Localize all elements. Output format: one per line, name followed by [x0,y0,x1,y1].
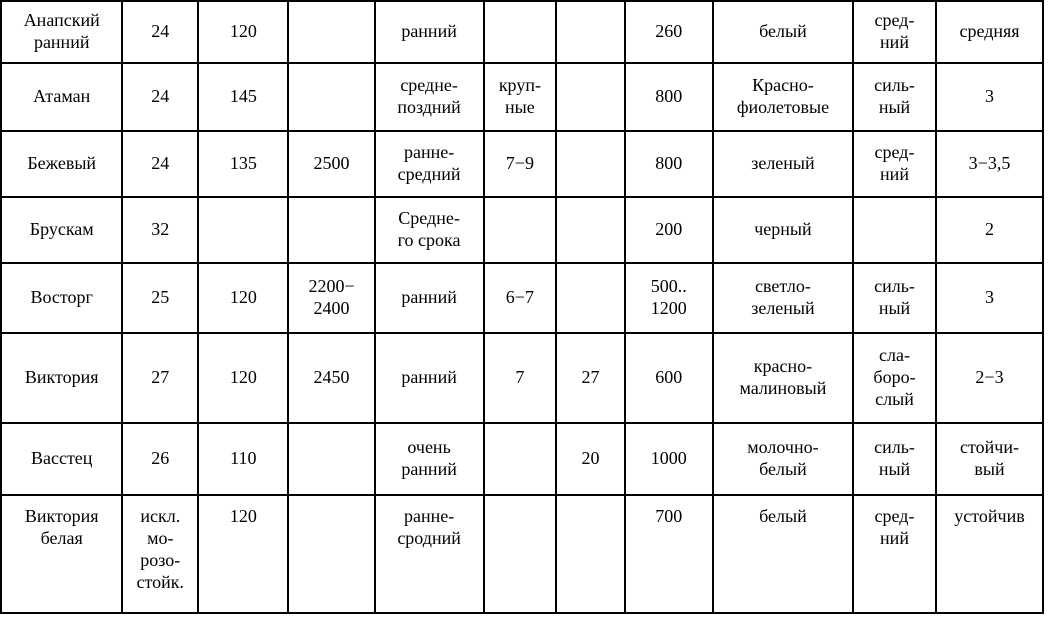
cell-col2: 24 [122,131,198,197]
cell-col7 [556,197,624,263]
table-row [1,333,1043,423]
cell-name: Васстец [1,423,122,495]
cell-name: Виктория белая [1,495,122,613]
cell-col2: 27 [122,333,198,423]
table-row [1,263,1043,333]
cell-col4: 2450 [288,333,374,423]
cell-col6 [484,423,557,495]
cell-col9: белый [713,1,853,63]
cell-col8: 260 [625,1,713,63]
cell-col7 [556,495,624,613]
cell-col2: 24 [122,63,198,131]
cell-col4: 2500 [288,131,374,197]
cell-col7: 20 [556,423,624,495]
cell-col10: сред- ний [853,1,936,63]
cell-col3: 110 [198,423,288,495]
cell-col11: 3 [936,263,1043,333]
cell-col4 [288,63,374,131]
cell-col4 [288,495,374,613]
cell-col11: средняя [936,1,1043,63]
cell-col10: силь- ный [853,263,936,333]
cell-col8: 700 [625,495,713,613]
table-row [1,197,1043,263]
cell-col6: круп- ные [484,63,557,131]
cell-col11: 2 [936,197,1043,263]
cell-name: Восторг [1,263,122,333]
cell-col5: ранне- сродний [375,495,484,613]
cell-col9: черный [713,197,853,263]
cell-col9: зеленый [713,131,853,197]
cell-name: Виктория [1,333,122,423]
cell-col2: 25 [122,263,198,333]
cell-col10: силь- ный [853,423,936,495]
cell-col11: устойчив [936,495,1043,613]
table-body [1,1,1043,613]
cell-name: Брускам [1,197,122,263]
cell-col7 [556,63,624,131]
cell-col5: Средне- го срока [375,197,484,263]
cell-col10: сред- ний [853,131,936,197]
cell-col7 [556,1,624,63]
cell-name: Анапский ранний [1,1,122,63]
cell-col10: сред- ний [853,495,936,613]
cell-col9: белый [713,495,853,613]
cell-col5: ранний [375,263,484,333]
cell-col7: 27 [556,333,624,423]
table-row [1,63,1043,131]
cell-col6 [484,1,557,63]
cell-col9: светло- зеленый [713,263,853,333]
cell-col4 [288,1,374,63]
cell-col2: искл. мо- розо- стойк. [122,495,198,613]
cell-col10: силь- ный [853,63,936,131]
cell-col5: ранне- средний [375,131,484,197]
cell-col3: 120 [198,1,288,63]
cell-col6 [484,495,557,613]
cell-col4: 2200− 2400 [288,263,374,333]
cell-col7 [556,263,624,333]
cell-col8: 200 [625,197,713,263]
cell-col8: 500.. 1200 [625,263,713,333]
cell-col6: 7 [484,333,557,423]
cell-col10: сла- боро- слый [853,333,936,423]
cell-col11: 2−3 [936,333,1043,423]
cell-col11: стойчи- вый [936,423,1043,495]
cell-col8: 800 [625,63,713,131]
table-row [1,131,1043,197]
cell-col5: средне- поздний [375,63,484,131]
cell-col3: 120 [198,263,288,333]
cell-col5: ранний [375,1,484,63]
cell-col7 [556,131,624,197]
cell-col2: 32 [122,197,198,263]
cell-col11: 3 [936,63,1043,131]
cell-col3: 120 [198,333,288,423]
table-row [1,495,1043,613]
cell-col9: молочно- белый [713,423,853,495]
cell-col11: 3−3,5 [936,131,1043,197]
table-row [1,1,1043,63]
cell-col6: 6−7 [484,263,557,333]
cell-col3 [198,197,288,263]
cell-col8: 600 [625,333,713,423]
cell-col5: ранний [375,333,484,423]
cell-col5: очень ранний [375,423,484,495]
cell-col10 [853,197,936,263]
cell-col2: 24 [122,1,198,63]
cell-col3: 120 [198,495,288,613]
cell-col2: 26 [122,423,198,495]
cell-col4 [288,197,374,263]
cell-name: Атаман [1,63,122,131]
cell-col4 [288,423,374,495]
cell-col6 [484,197,557,263]
cell-name: Бежевый [1,131,122,197]
cell-col3: 145 [198,63,288,131]
cell-col8: 800 [625,131,713,197]
table-row [1,423,1043,495]
cell-col6: 7−9 [484,131,557,197]
cell-col8: 1000 [625,423,713,495]
cell-col9: красно- малиновый [713,333,853,423]
cell-col3: 135 [198,131,288,197]
cell-col9: Красно- фиолетовые [713,63,853,131]
